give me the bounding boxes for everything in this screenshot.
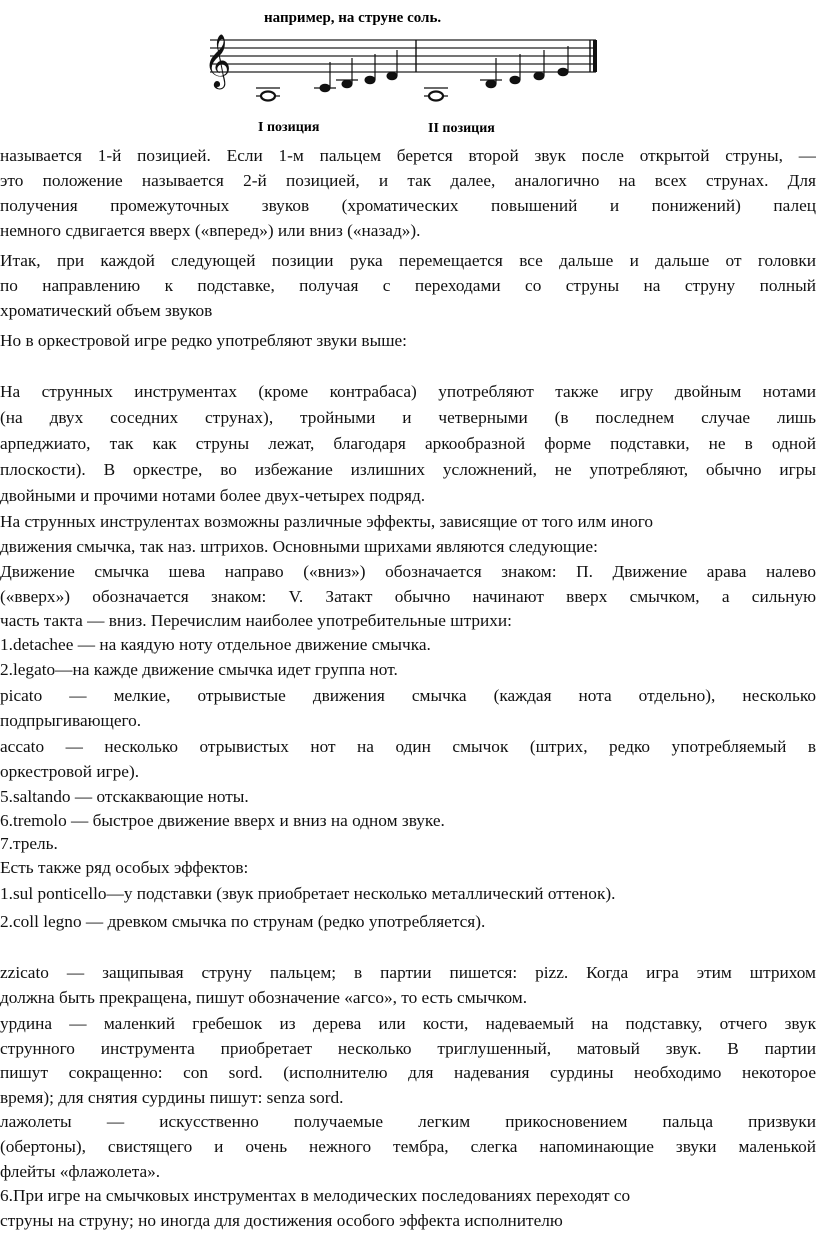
text-line: это положение называется 2-й позицией, и так далее, аналогично на всех струнах. Для xyxy=(0,171,816,190)
text-line: На струнных инструментах (кроме контрабаса) употребляют также игру двойным нотами xyxy=(0,382,816,401)
text-line: хроматический объем звуков xyxy=(0,301,213,320)
text-line: (обертоны), свистящего и очень нежного тембра, слегка напоминающие звуки маленькой xyxy=(0,1137,816,1156)
text-line: время); для снятия сурдины пишут: senza sord. xyxy=(0,1088,344,1107)
score-title: например, на струне соль. xyxy=(264,10,442,26)
text-line: («вверх») обозначается знаком: V. Затакт обычно начинают вверх смычком, а сильную xyxy=(0,587,816,606)
text-line: accato — несколько отрывистых нот на один смычок (штрих, редко употребляемый в xyxy=(0,737,816,756)
text-line: оркестровой игре). xyxy=(0,762,140,781)
text-line: называется 1-й позицией. Если 1-м пальцем берется второй звук после открытой струны, — xyxy=(0,146,816,165)
text-line: должна быть прекращена, пишут обозначение «агсо», то есть смычком. xyxy=(0,988,528,1007)
text-line: лажолеты — искусственно получаемые легким прикосновением пальца призвуки xyxy=(0,1112,816,1131)
text-line: 6.tremolo — быстрое движение вверх и вниз на одном звуке. xyxy=(0,811,445,830)
position-1-label: I позиция xyxy=(258,120,320,135)
text-line: 1.detachee — на каядую ноту отдельное движение смычка. xyxy=(0,635,431,654)
notes-position-2 xyxy=(424,46,568,101)
text-line: 2.coll legno — древком смычка по струнам (редко употребляется). xyxy=(0,912,486,931)
text-line: 1.sul ponticello—у подставки (звук приобретает несколько металлический оттенок). xyxy=(0,884,616,903)
text-line: немного сдвигается вверх («вперед») или вниз («назад»). xyxy=(0,221,421,240)
text-line: 6.При игре на смычковых инструментах в мелодических последованиях переходят со xyxy=(0,1186,631,1205)
text-line: zzicato — защипывая струну пальцем; в партии пишется: pizz. Когда игра этим штрихом xyxy=(0,963,816,982)
text-line: пишут сокращенно: con sord. (исполнителю для надевания сурдины необходимо некоторое xyxy=(0,1063,816,1082)
text-line: арпеджиато, так как струны лежат, благодаря аркообразной форме подставки, не в одной xyxy=(0,434,816,453)
text-line: Но в оркестровой игре редко употребляют звуки выше: xyxy=(0,331,407,350)
text-line: по направлению к подставке, получая с переходами со струны на струну полный xyxy=(0,276,816,295)
text-line: струнного инструмента приобретает несколько триглушенный, матовый звук. В партии xyxy=(0,1039,816,1058)
text-line: 5.saltando — отскаквающие ноты. xyxy=(0,787,249,806)
text-line: 7.трель. xyxy=(0,834,58,853)
position-2-label: II позиция xyxy=(428,121,495,136)
staff-lines xyxy=(210,40,596,72)
text-line: получения промежуточных звуков (хроматических повышений и понижений) палец xyxy=(0,196,816,215)
text-line: Движение смычка шева направо («вниз») обозначается знаком: П. Движение арава налево xyxy=(0,562,816,581)
text-line: Есть также ряд особых эффектов: xyxy=(0,858,249,877)
music-score-figure xyxy=(190,0,620,145)
text-line: струны на струну; но иногда для достижения особого эффекта исполнителю xyxy=(0,1211,563,1230)
notes-position-1 xyxy=(256,50,397,101)
text-line: движения смычка, так наз. штрихов. Основными шрихами являются следующие: xyxy=(0,537,598,556)
text-line: урдина — маленкий гребешок из дерева или кости, надеваемый на подставку, отчего звук xyxy=(0,1014,816,1033)
text-line: На струнных инструлентах возможны различные эффекты, зависящие от того илм иного xyxy=(0,512,654,531)
text-line: плоскости). В оркестре, во избежание излишних усложнений, не употребляют, обычно игры xyxy=(0,460,816,479)
text-line: двойными и прочими нотами более двух-четырех подряд. xyxy=(0,486,426,505)
text-line: picato — мелкие, отрывистые движения смычка (каждая нота отдельно), несколько xyxy=(0,686,816,705)
text-line: (на двух соседних струнах), тройными и четверными (в последнем случае лишь xyxy=(0,408,816,427)
text-line: Итак, при каждой следующей позиции рука перемещается все дальше и дальше от головки xyxy=(0,251,816,270)
text-line: подпрыгивающего. xyxy=(0,711,142,730)
text-line: часть такта — вниз. Перечислим наиболее употребительные штрихи: xyxy=(0,611,512,630)
text-line: 2.legato—на кажде движение смычка идет группа нот. xyxy=(0,660,398,679)
treble-clef-icon: 𝄞 xyxy=(204,33,232,87)
text-line: флейты «флажолета». xyxy=(0,1162,161,1181)
